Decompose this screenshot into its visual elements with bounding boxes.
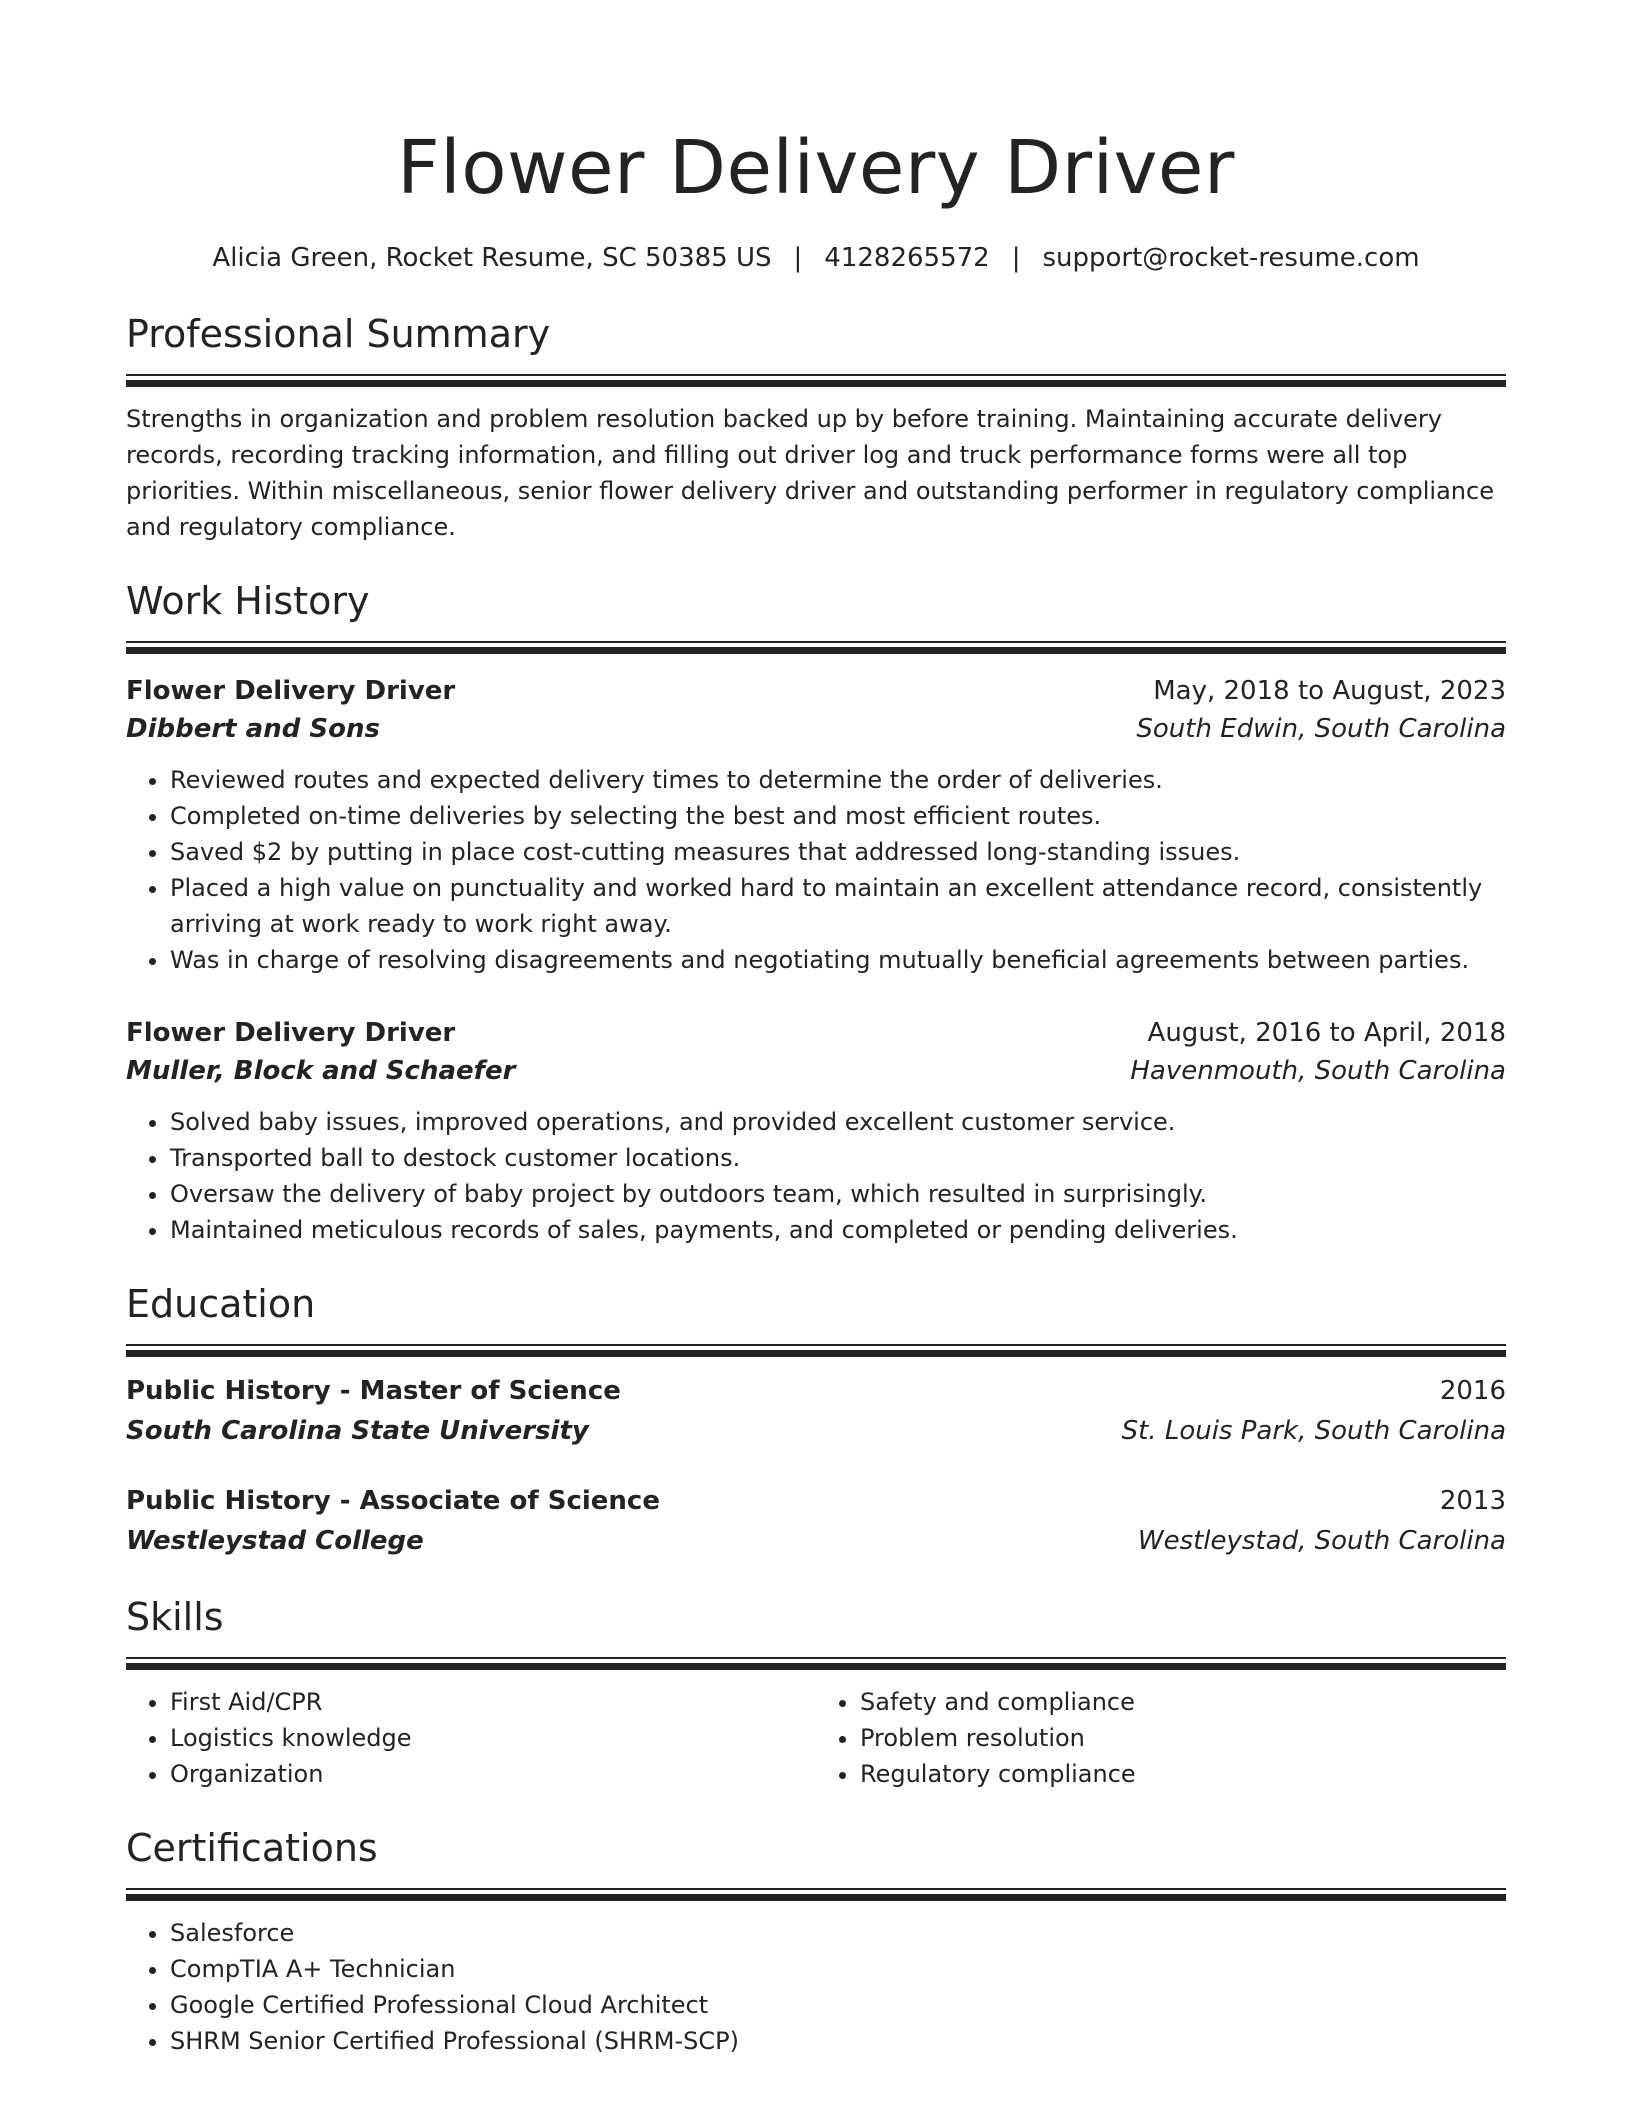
education-year: 2013	[1439, 1486, 1506, 1516]
list-item: • Was in charge of resolving disagreements and negotiating mutually beneficial agreements between parties.	[170, 942, 1506, 978]
section-heading: Education	[126, 1282, 316, 1326]
job-bullets	[126, 1104, 1506, 1248]
education-entry	[126, 1371, 1506, 1451]
list-item: • CompTIA A+ Technician	[170, 1951, 1506, 1987]
section-divider	[126, 1888, 1506, 1901]
job-location: Havenmouth, South Carolina	[1130, 1056, 1506, 1086]
certifications-list	[126, 1915, 1506, 2059]
work-history-section	[126, 575, 1506, 1248]
section-divider	[126, 1657, 1506, 1670]
job-entry	[126, 672, 1506, 978]
section-heading: Work History	[126, 579, 370, 623]
list-item: • Safety and compliance	[860, 1684, 1506, 1720]
list-item: • Google Certified Professional Cloud Architect	[170, 1987, 1506, 2023]
contact-address: Alicia Green, Rocket Resume, SC 50385 US	[212, 243, 772, 273]
job-location: South Edwin, South Carolina	[1136, 714, 1506, 744]
list-item: • First Aid/CPR	[170, 1684, 816, 1720]
job-subheader	[126, 1052, 1506, 1090]
list-item: • Saved $2 by putting in place cost-cutting measures that addressed long-standing issues.	[170, 834, 1506, 870]
contact-separator: |	[793, 243, 803, 273]
list-item: • Problem resolution	[860, 1720, 1506, 1756]
contact-phone: 4128265572	[824, 243, 990, 273]
summary-section	[126, 308, 1506, 545]
section-heading: Skills	[126, 1595, 224, 1639]
education-header	[126, 1481, 1506, 1521]
job-company: Muller, Block and Schaefer	[126, 1056, 516, 1086]
list-item: • Reviewed routes and expected delivery times to determine the order of deliveries.	[170, 762, 1506, 798]
list-item: • Oversaw the delivery of baby project by outdoors team, which resulted in surprisingly.	[170, 1176, 1506, 1212]
job-title: Flower Delivery Driver	[126, 1018, 456, 1048]
job-header	[126, 1014, 1506, 1052]
education-year: 2016	[1439, 1376, 1506, 1406]
section-divider	[126, 374, 1506, 387]
list-item: • Regulatory compliance	[860, 1756, 1506, 1792]
list-item: • Solved baby issues, improved operations, and provided excellent customer service.	[170, 1104, 1506, 1140]
contact-line	[126, 238, 1506, 278]
job-bullets	[126, 762, 1506, 978]
job-subheader	[126, 710, 1506, 748]
job-dates: May, 2018 to August, 2023	[1153, 676, 1506, 706]
skills-list-right	[816, 1684, 1506, 1792]
list-item: • Transported ball to destock customer locations.	[170, 1140, 1506, 1176]
education-header	[126, 1371, 1506, 1411]
education-degree: Public History - Master of Science	[126, 1376, 621, 1406]
skills-section	[126, 1591, 1506, 1792]
section-divider	[126, 1344, 1506, 1357]
certifications-section	[126, 1822, 1506, 2059]
job-dates: August, 2016 to April, 2018	[1147, 1018, 1506, 1048]
education-degree: Public History - Associate of Science	[126, 1486, 660, 1516]
skills-columns	[126, 1684, 1506, 1792]
list-item: • SHRM Senior Certified Professional (SHRM-SCP)	[170, 2023, 1506, 2059]
education-location: St. Louis Park, South Carolina	[1121, 1416, 1506, 1446]
section-heading: Certifications	[126, 1826, 378, 1870]
education-location: Westleystad, South Carolina	[1137, 1526, 1506, 1556]
education-subheader	[126, 1411, 1506, 1451]
resume-title: Flower Delivery Driver	[397, 125, 1235, 211]
job-header	[126, 672, 1506, 710]
education-subheader	[126, 1521, 1506, 1561]
job-title: Flower Delivery Driver	[126, 676, 456, 706]
list-item: • Completed on-time deliveries by selecting the best and most efficient routes.	[170, 798, 1506, 834]
list-item: • Logistics knowledge	[170, 1720, 816, 1756]
section-heading: Professional Summary	[126, 312, 551, 356]
education-school: Westleystad College	[126, 1526, 424, 1556]
job-company: Dibbert and Sons	[126, 714, 380, 744]
list-item: • Placed a high value on punctuality and worked hard to maintain an excellent attendance record, consistently arriving at work ready to work right away.	[170, 870, 1506, 942]
summary-text: Strengths in organization and problem resolution backed up by before training. Maintaining accurate delivery records, recording tracking information, and filling out driver log and truck performance forms were all top priorities. Within miscellaneous, senior flower delivery driver and outstanding performer in regulatory compliance and regulatory compliance.	[126, 405, 1494, 541]
section-divider	[126, 641, 1506, 654]
education-section	[126, 1278, 1506, 1561]
contact-email[interactable]: support@rocket-resume.com	[1042, 243, 1420, 273]
list-item: • Salesforce	[170, 1915, 1506, 1951]
list-item: • Organization	[170, 1756, 816, 1792]
list-item: • Maintained meticulous records of sales, payments, and completed or pending deliveries.	[170, 1212, 1506, 1248]
education-school: South Carolina State University	[126, 1416, 589, 1446]
contact-separator: |	[1011, 243, 1021, 273]
job-entry	[126, 1014, 1506, 1248]
skills-list-left	[126, 1684, 816, 1792]
education-entry	[126, 1481, 1506, 1561]
